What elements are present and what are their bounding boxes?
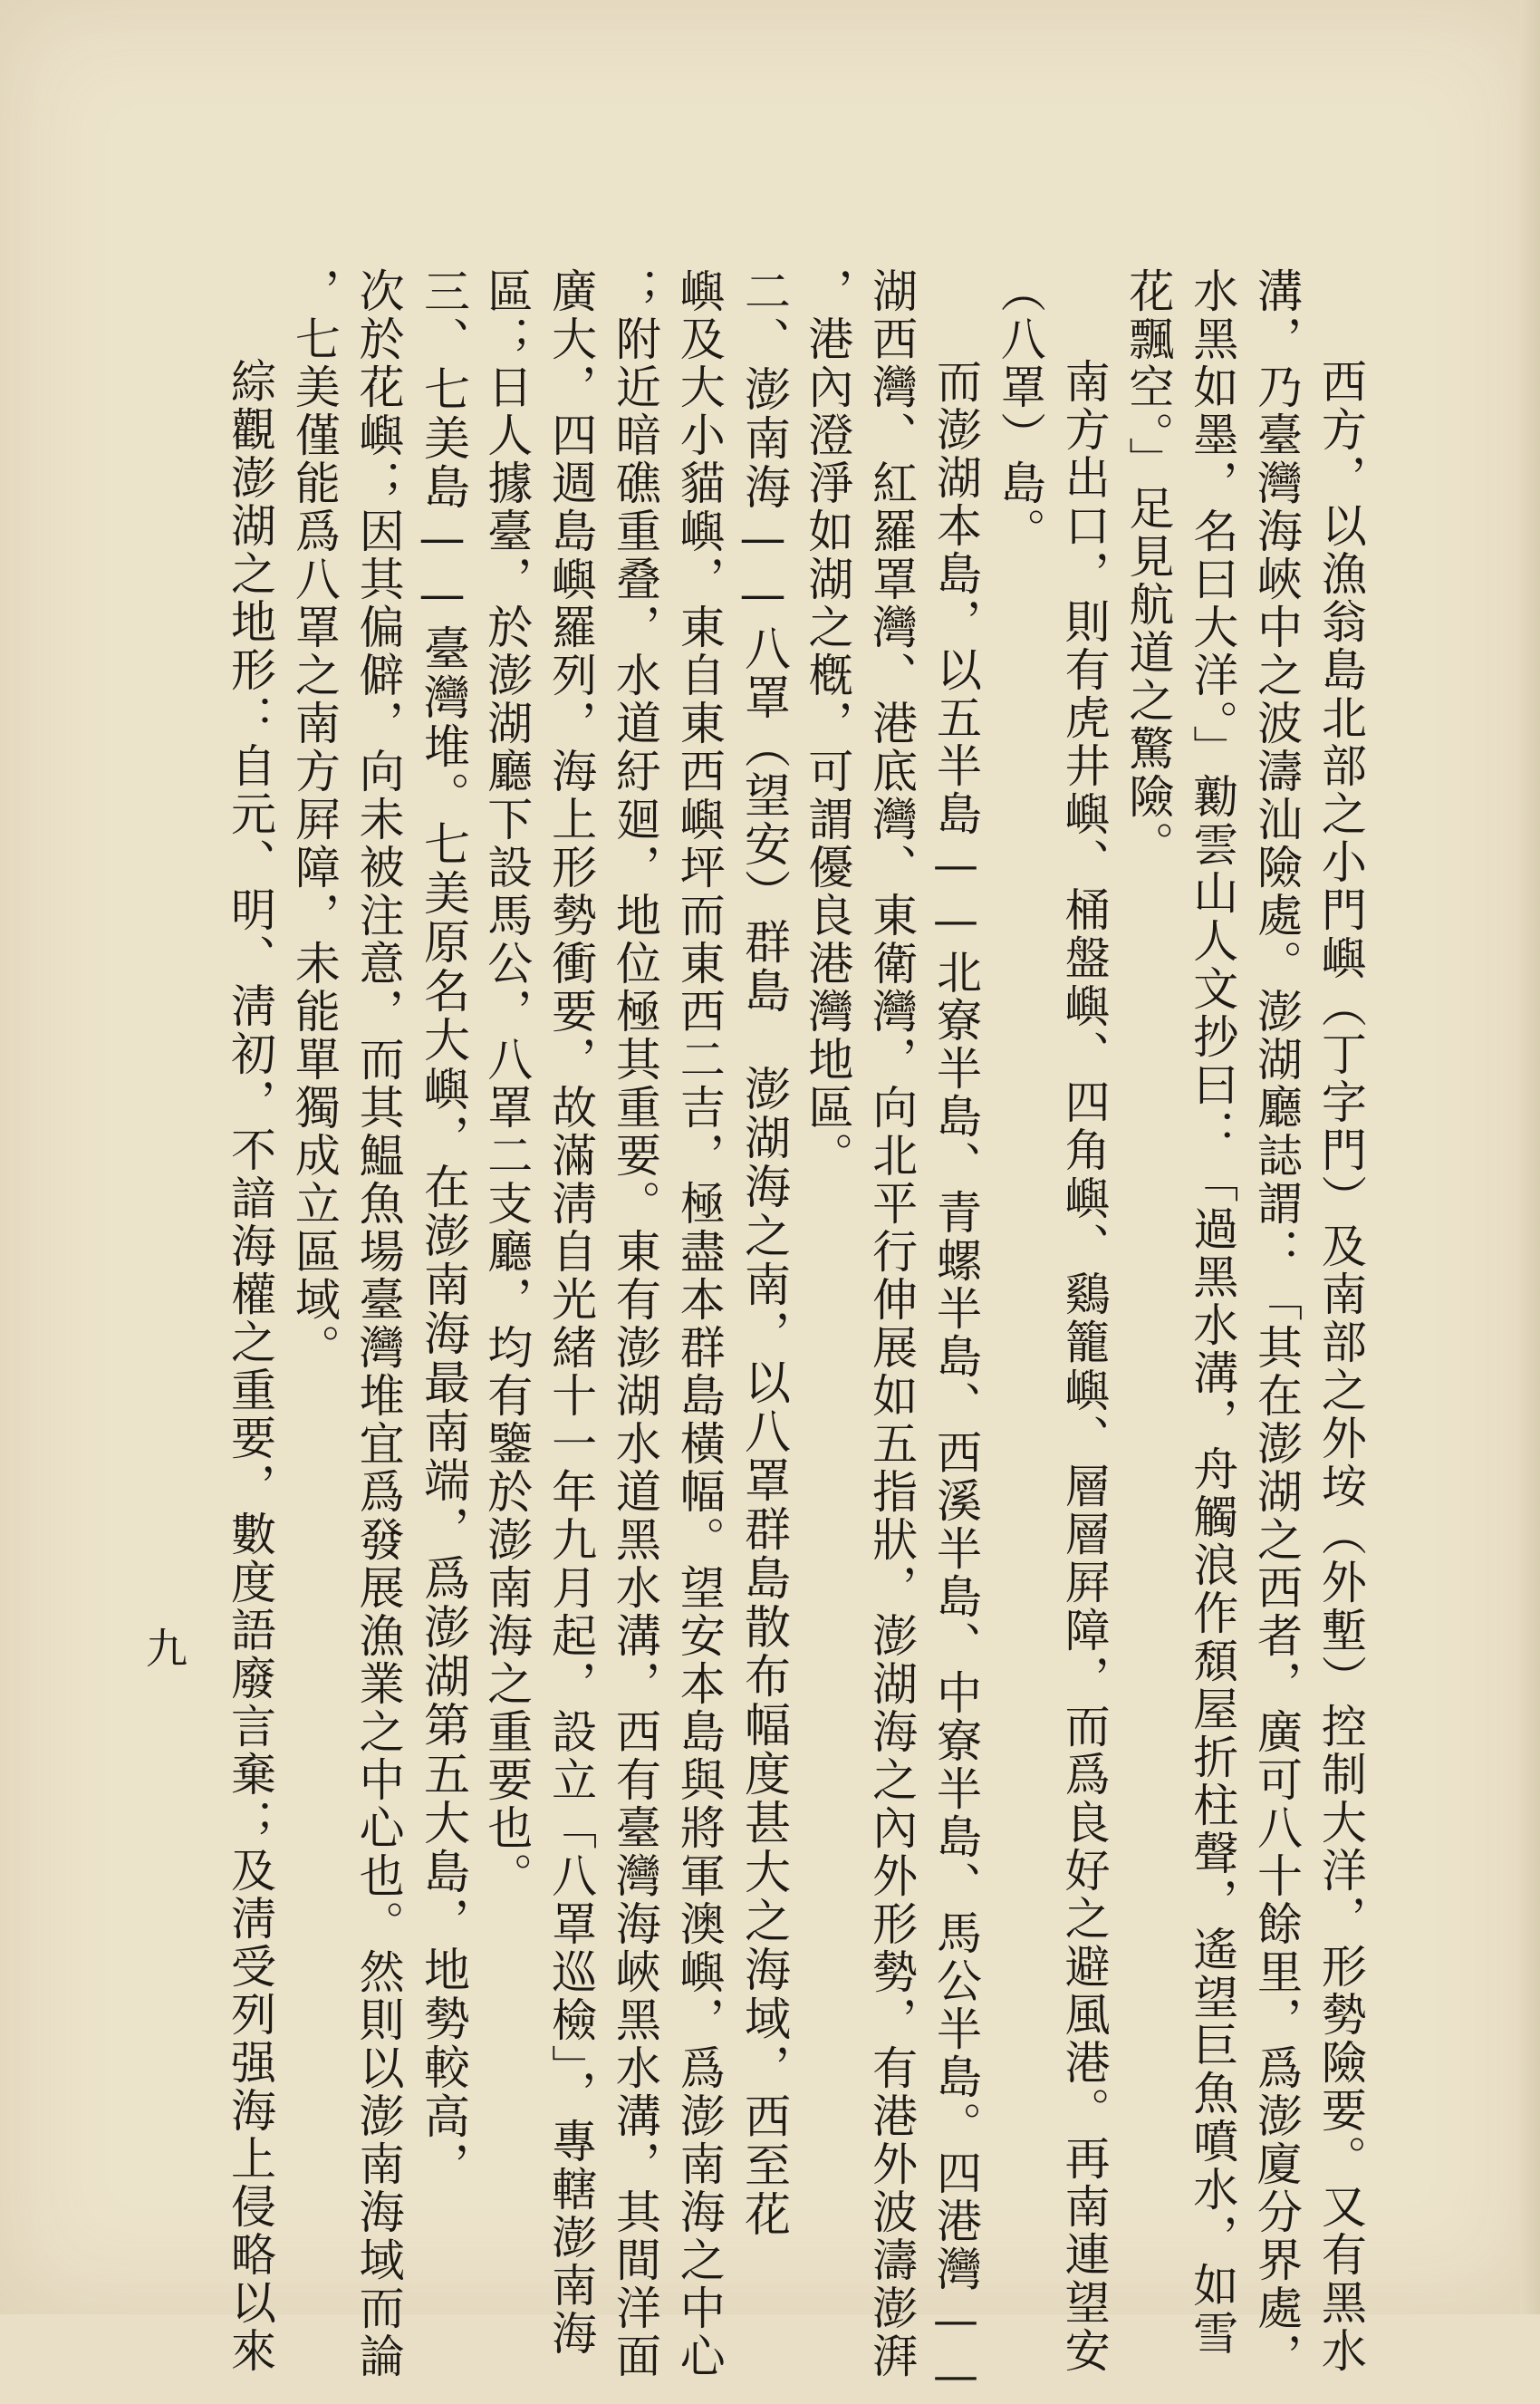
text-column: 次於花嶼；因其偏僻，向未被注意，而其鰛魚場臺灣堆宜爲發展漁業之中心也。然則以澎南海域而論	[351, 267, 405, 2380]
text-column: 廣大，四週島嶼羅列，海上形勢衝要，故滿淸自光緒十一年九月起，設立「八罩巡檢」，專轄澎南海	[544, 267, 598, 2358]
text-column: ，七美僅能爲八罩之南方屛障，未能單獨成立區域。	[287, 267, 341, 1372]
text-column: 水黑如墨，名曰大洋。」勷雲山人文抄曰：「過黑水溝，舟觸浪作頹屋折柱聲，遙望巨魚噴水，如雪	[1186, 267, 1239, 2358]
section-heading-line: 三、七美島——臺灣堆。七美原名大嶼，在澎南海最南端，爲澎湖第五大島，地勢較高，	[415, 267, 469, 2190]
vertical-text-block	[222, 267, 1367, 2404]
page-binding-edge	[1520, 0, 1540, 2314]
text-column: 而澎湖本島，以五半島——北寮半島、青螺半島、西溪半島、中寮半島、馬公半島。四港灣——	[929, 358, 982, 2404]
text-column: 溝，乃臺灣海峽中之波濤汕險處。澎湖廳誌謂：「其在澎湖之西者，廣可八十餘里，爲澎廈分界處，	[1250, 267, 1303, 2380]
text-column: 南方出口，則有虎井嶼、桶盤嶼、四角嶼、鷄籠嶼、層層屛障，而爲良好之避風港。再南連望安	[1057, 358, 1111, 2375]
text-column: （八罩）島。	[993, 267, 1046, 555]
text-column: ，港內澄淨如湖之槪，可謂優良港灣地區。	[801, 267, 854, 1180]
section-heading-line: 二、澎南海——八罩（望安）群島 澎湖海之南，以八罩群島散布幅度甚大之海域，西至花	[736, 267, 790, 2239]
text-column: 綜觀澎湖之地形：自元、明、淸初，不諳海權之重要，數度語廢言棄；及淸受列强海上侵略以來	[224, 358, 276, 2375]
page-number: 九	[140, 1627, 188, 1668]
text-column: 西方，以漁翁島北部之小門嶼（丁字門）及南部之外垵（外塹）控制大洋，形勢險要。又有黑水	[1314, 358, 1367, 2375]
text-column: 嶼及大小貓嶼，東自東西嶼坪而東西二吉，極盡本群島橫幅。望安本島與將軍澳嶼，爲澎南海之中心	[672, 267, 726, 2380]
text-column: 花飄空。」足見航道之驚險。	[1121, 267, 1175, 869]
text-column: ；附近暗礁重叠，水道紆廻，地位極其重要。東有澎湖水道黑水溝，西有臺灣海峽黑水溝，其間洋面	[608, 267, 661, 2380]
text-column: 湖西灣、紅羅罩灣、港底灣、東衛灣，向北平行伸展如五指狀，澎湖海之內外形勢，有港外波濤澎湃	[865, 267, 919, 2380]
text-column: 區；日人據臺，於澎湖廳下設馬公，八罩二支廳，均有鑒於澎南海之重要也。	[480, 267, 534, 1900]
